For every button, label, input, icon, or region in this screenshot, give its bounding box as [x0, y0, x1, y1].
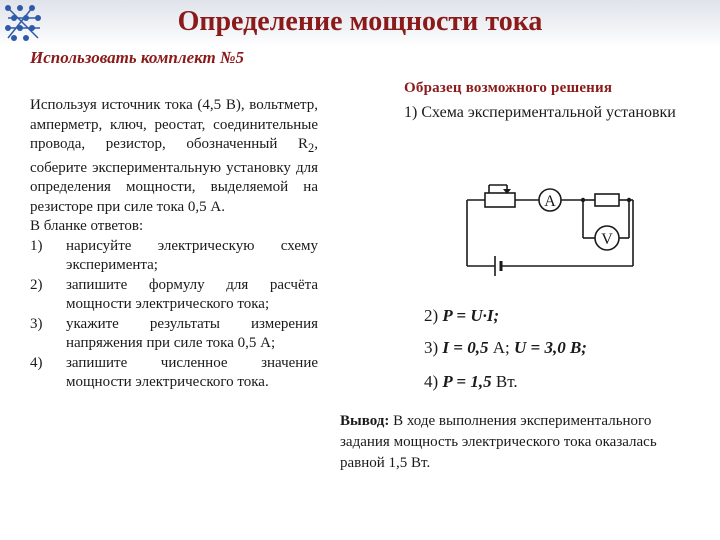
kit-subtitle: Использовать комплект №5: [30, 48, 245, 67]
formula-2: 2) P = U·I;: [424, 306, 500, 325]
list-item: 4) запишите численное значение мощности электрического тока.: [30, 354, 318, 390]
list-item: 2) запишите формулу для расчёта мощности электрического тока;: [30, 276, 318, 312]
steps-list: [30, 237, 318, 393]
form-label: В бланке ответов:: [30, 218, 144, 234]
task-intro: Используя источник тока (4,5 В), вольтметр, амперметр, ключ, реостат, соединительные провода, резистор, обозначенный $R_2$, соберите экспериментальную установку для определения мощности, выделяемой на резисторе при силе тока 0,5 А.: [30, 97, 318, 215]
scheme-label: 1) Схема экспериментальной установки: [404, 104, 676, 121]
task-text: [30, 96, 318, 393]
junction-dot: [627, 198, 631, 202]
circuit-diagram: [455, 178, 655, 278]
formula-3: 3) I = 0,5 А; U = 3,0 В;: [424, 338, 587, 357]
formula-4: 4) P = 1,5 Вт.: [424, 372, 518, 391]
page-title: Определение мощности тока: [177, 6, 543, 37]
resistor-subscript: 2: [308, 141, 315, 155]
list-item: 3) укажите результаты измерения напряжения при силе тока 0,5 А;: [30, 315, 318, 351]
rheostat: [485, 193, 515, 207]
resistor: [595, 194, 619, 206]
conclusion: Вывод: В ходе выполнения экспериментального задания мощность электрического тока оказалась равной 1,5 Вт.: [340, 413, 657, 471]
list-item: 1) нарисуйте электрическую схему эксперимента;: [30, 237, 318, 273]
sample-heading: Образец возможного решения: [404, 80, 613, 96]
voltmeter-label: V: [601, 231, 613, 248]
junction-dot: [581, 198, 585, 202]
ammeter-label: A: [544, 193, 556, 210]
